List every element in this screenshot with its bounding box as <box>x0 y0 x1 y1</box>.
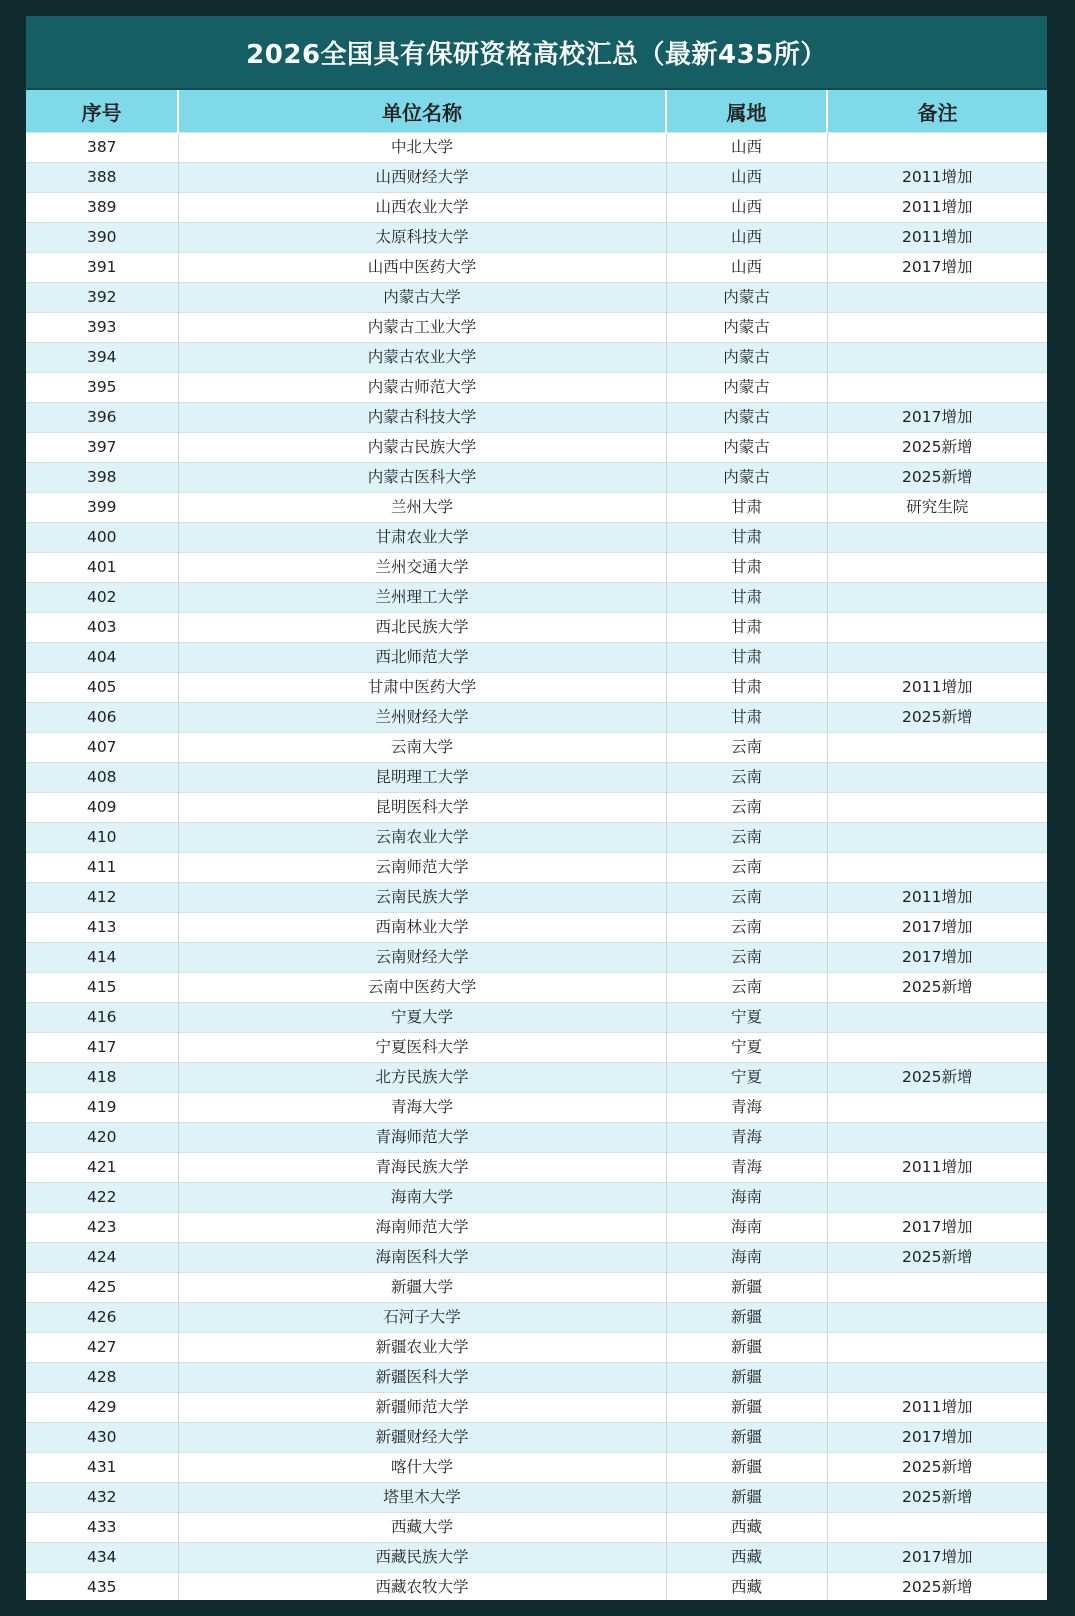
cell-note <box>827 343 1047 373</box>
cell-region: 山西 <box>666 253 827 283</box>
cell-school-name: 新疆师范大学 <box>178 1393 666 1423</box>
cell-region: 宁夏 <box>666 1063 827 1093</box>
cell-note <box>827 553 1047 583</box>
table-row <box>26 1303 1047 1333</box>
cell-school-name: 新疆财经大学 <box>178 1423 666 1453</box>
table-row <box>26 553 1047 583</box>
cell-region: 新疆 <box>666 1273 827 1303</box>
table-row <box>26 1063 1047 1093</box>
cell-region: 云南 <box>666 823 827 853</box>
cell-index: 430 <box>26 1423 178 1453</box>
table-row <box>26 793 1047 823</box>
table-row <box>26 133 1047 163</box>
cell-region: 云南 <box>666 943 827 973</box>
cell-index: 418 <box>26 1063 178 1093</box>
cell-region: 西藏 <box>666 1543 827 1573</box>
cell-index: 422 <box>26 1183 178 1213</box>
cell-index: 387 <box>26 133 178 163</box>
cell-school-name: 云南师范大学 <box>178 853 666 883</box>
cell-note <box>827 373 1047 403</box>
cell-note: 2025新增 <box>827 463 1047 493</box>
table-row <box>26 1243 1047 1273</box>
table-row <box>26 1363 1047 1393</box>
table-row <box>26 1123 1047 1153</box>
cell-school-name: 海南医科大学 <box>178 1243 666 1273</box>
table-row <box>26 583 1047 613</box>
cell-school-name: 西藏农牧大学 <box>178 1573 666 1601</box>
cell-region: 内蒙古 <box>666 403 827 433</box>
cell-region: 内蒙古 <box>666 283 827 313</box>
table-row <box>26 1093 1047 1123</box>
table-body <box>26 133 1047 1601</box>
cell-school-name: 内蒙古医科大学 <box>178 463 666 493</box>
cell-region: 青海 <box>666 1093 827 1123</box>
table-row <box>26 523 1047 553</box>
cell-index: 412 <box>26 883 178 913</box>
cell-index: 432 <box>26 1483 178 1513</box>
page-title: 2026全国具有保研资格高校汇总（最新435所） <box>26 16 1047 90</box>
cell-school-name: 西南林业大学 <box>178 913 666 943</box>
cell-school-name: 云南农业大学 <box>178 823 666 853</box>
cell-index: 390 <box>26 223 178 253</box>
cell-school-name: 内蒙古大学 <box>178 283 666 313</box>
cell-region: 内蒙古 <box>666 463 827 493</box>
cell-school-name: 西藏大学 <box>178 1513 666 1543</box>
cell-index: 403 <box>26 613 178 643</box>
cell-region: 云南 <box>666 973 827 1003</box>
cell-region: 海南 <box>666 1183 827 1213</box>
cell-school-name: 喀什大学 <box>178 1453 666 1483</box>
cell-note <box>827 583 1047 613</box>
cell-index: 414 <box>26 943 178 973</box>
cell-region: 甘肃 <box>666 493 827 523</box>
cell-school-name: 云南大学 <box>178 733 666 763</box>
cell-school-name: 内蒙古科技大学 <box>178 403 666 433</box>
cell-region: 青海 <box>666 1123 827 1153</box>
cell-index: 404 <box>26 643 178 673</box>
cell-region: 新疆 <box>666 1333 827 1363</box>
cell-school-name: 山西财经大学 <box>178 163 666 193</box>
cell-index: 424 <box>26 1243 178 1273</box>
cell-region: 内蒙古 <box>666 343 827 373</box>
cell-region: 新疆 <box>666 1363 827 1393</box>
cell-index: 426 <box>26 1303 178 1333</box>
column-header-note: 备注 <box>827 90 1047 133</box>
cell-school-name: 兰州理工大学 <box>178 583 666 613</box>
cell-index: 427 <box>26 1333 178 1363</box>
cell-school-name: 昆明医科大学 <box>178 793 666 823</box>
table-row <box>26 913 1047 943</box>
cell-school-name: 青海大学 <box>178 1093 666 1123</box>
cell-region: 新疆 <box>666 1393 827 1423</box>
cell-note: 2017增加 <box>827 1543 1047 1573</box>
cell-region: 山西 <box>666 193 827 223</box>
table-row <box>26 853 1047 883</box>
cell-school-name: 海南大学 <box>178 1183 666 1213</box>
table-header <box>26 90 1047 133</box>
cell-index: 415 <box>26 973 178 1003</box>
cell-region: 云南 <box>666 853 827 883</box>
cell-school-name: 中北大学 <box>178 133 666 163</box>
cell-note: 2017增加 <box>827 1423 1047 1453</box>
cell-note: 2017增加 <box>827 1213 1047 1243</box>
cell-note <box>827 1033 1047 1063</box>
cell-region: 甘肃 <box>666 553 827 583</box>
cell-school-name: 兰州财经大学 <box>178 703 666 733</box>
cell-note <box>827 853 1047 883</box>
table-row <box>26 433 1047 463</box>
cell-index: 431 <box>26 1453 178 1483</box>
cell-region: 宁夏 <box>666 1033 827 1063</box>
cell-school-name: 甘肃农业大学 <box>178 523 666 553</box>
cell-index: 405 <box>26 673 178 703</box>
table-row <box>26 1273 1047 1303</box>
cell-school-name: 内蒙古民族大学 <box>178 433 666 463</box>
cell-note: 2011增加 <box>827 193 1047 223</box>
cell-region: 山西 <box>666 133 827 163</box>
table-row <box>26 1543 1047 1573</box>
cell-school-name: 山西中医药大学 <box>178 253 666 283</box>
cell-note <box>827 643 1047 673</box>
table-row <box>26 823 1047 853</box>
cell-note: 2025新增 <box>827 1483 1047 1513</box>
table-row <box>26 883 1047 913</box>
cell-region: 山西 <box>666 223 827 253</box>
cell-index: 423 <box>26 1213 178 1243</box>
cell-region: 甘肃 <box>666 523 827 553</box>
cell-school-name: 新疆医科大学 <box>178 1363 666 1393</box>
cell-index: 420 <box>26 1123 178 1153</box>
cell-region: 宁夏 <box>666 1003 827 1033</box>
cell-school-name: 青海民族大学 <box>178 1153 666 1183</box>
cell-note: 2011增加 <box>827 883 1047 913</box>
cell-note <box>827 1363 1047 1393</box>
cell-index: 413 <box>26 913 178 943</box>
cell-school-name: 兰州交通大学 <box>178 553 666 583</box>
cell-index: 425 <box>26 1273 178 1303</box>
table-row <box>26 193 1047 223</box>
cell-index: 402 <box>26 583 178 613</box>
cell-index: 433 <box>26 1513 178 1543</box>
cell-index: 407 <box>26 733 178 763</box>
table-row <box>26 1333 1047 1363</box>
cell-note <box>827 523 1047 553</box>
cell-note: 2025新增 <box>827 1243 1047 1273</box>
cell-note: 2011增加 <box>827 163 1047 193</box>
header-row <box>26 90 1047 133</box>
cell-school-name: 内蒙古工业大学 <box>178 313 666 343</box>
cell-note: 2025新增 <box>827 1453 1047 1483</box>
column-header-name: 单位名称 <box>178 90 666 133</box>
cell-region: 云南 <box>666 883 827 913</box>
schools-table <box>26 90 1047 1600</box>
cell-region: 甘肃 <box>666 703 827 733</box>
cell-region: 云南 <box>666 913 827 943</box>
cell-index: 419 <box>26 1093 178 1123</box>
cell-school-name: 内蒙古农业大学 <box>178 343 666 373</box>
cell-note: 研究生院 <box>827 493 1047 523</box>
cell-region: 海南 <box>666 1213 827 1243</box>
cell-index: 394 <box>26 343 178 373</box>
cell-note: 2025新增 <box>827 1573 1047 1601</box>
cell-note: 2017增加 <box>827 403 1047 433</box>
cell-note: 2011增加 <box>827 223 1047 253</box>
cell-region: 新疆 <box>666 1483 827 1513</box>
cell-note: 2011增加 <box>827 673 1047 703</box>
cell-index: 428 <box>26 1363 178 1393</box>
column-header-index: 序号 <box>26 90 178 133</box>
cell-school-name: 海南师范大学 <box>178 1213 666 1243</box>
cell-index: 399 <box>26 493 178 523</box>
cell-school-name: 塔里木大学 <box>178 1483 666 1513</box>
table-row <box>26 1513 1047 1543</box>
cell-note <box>827 793 1047 823</box>
cell-note <box>827 1093 1047 1123</box>
table-row <box>26 1483 1047 1513</box>
cell-region: 新疆 <box>666 1423 827 1453</box>
cell-index: 411 <box>26 853 178 883</box>
table-card <box>26 16 1047 1600</box>
cell-index: 393 <box>26 313 178 343</box>
cell-note <box>827 1003 1047 1033</box>
cell-school-name: 兰州大学 <box>178 493 666 523</box>
cell-index: 408 <box>26 763 178 793</box>
cell-region: 内蒙古 <box>666 433 827 463</box>
cell-region: 云南 <box>666 793 827 823</box>
cell-index: 409 <box>26 793 178 823</box>
table-row <box>26 1423 1047 1453</box>
table-row <box>26 1393 1047 1423</box>
table-row <box>26 1003 1047 1033</box>
cell-region: 云南 <box>666 733 827 763</box>
cell-index: 400 <box>26 523 178 553</box>
cell-note: 2025新增 <box>827 973 1047 1003</box>
cell-index: 397 <box>26 433 178 463</box>
table-row <box>26 943 1047 973</box>
cell-note: 2011增加 <box>827 1153 1047 1183</box>
cell-index: 401 <box>26 553 178 583</box>
table-row <box>26 313 1047 343</box>
table-row <box>26 973 1047 1003</box>
cell-index: 435 <box>26 1573 178 1601</box>
table-row <box>26 253 1047 283</box>
cell-note <box>827 1183 1047 1213</box>
cell-note: 2025新增 <box>827 1063 1047 1093</box>
cell-index: 398 <box>26 463 178 493</box>
table-row <box>26 1153 1047 1183</box>
cell-school-name: 云南中医药大学 <box>178 973 666 1003</box>
cell-note <box>827 613 1047 643</box>
cell-index: 416 <box>26 1003 178 1033</box>
cell-note: 2025新增 <box>827 433 1047 463</box>
cell-index: 434 <box>26 1543 178 1573</box>
cell-note: 2017增加 <box>827 913 1047 943</box>
cell-school-name: 云南民族大学 <box>178 883 666 913</box>
cell-school-name: 太原科技大学 <box>178 223 666 253</box>
cell-school-name: 新疆大学 <box>178 1273 666 1303</box>
cell-index: 389 <box>26 193 178 223</box>
cell-index: 410 <box>26 823 178 853</box>
cell-school-name: 西北民族大学 <box>178 613 666 643</box>
table-row <box>26 403 1047 433</box>
cell-index: 395 <box>26 373 178 403</box>
cell-note: 2017增加 <box>827 253 1047 283</box>
cell-note <box>827 1273 1047 1303</box>
cell-index: 421 <box>26 1153 178 1183</box>
table-row <box>26 613 1047 643</box>
cell-note <box>827 733 1047 763</box>
cell-school-name: 山西农业大学 <box>178 193 666 223</box>
cell-region: 新疆 <box>666 1453 827 1483</box>
cell-region: 内蒙古 <box>666 313 827 343</box>
table-row <box>26 463 1047 493</box>
cell-region: 甘肃 <box>666 583 827 613</box>
cell-note <box>827 283 1047 313</box>
cell-school-name: 内蒙古师范大学 <box>178 373 666 403</box>
cell-school-name: 青海师范大学 <box>178 1123 666 1153</box>
table-row <box>26 1033 1047 1063</box>
cell-index: 417 <box>26 1033 178 1063</box>
cell-note <box>827 313 1047 343</box>
cell-school-name: 西藏民族大学 <box>178 1543 666 1573</box>
cell-school-name: 新疆农业大学 <box>178 1333 666 1363</box>
cell-index: 396 <box>26 403 178 433</box>
table-row <box>26 1183 1047 1213</box>
table-row <box>26 493 1047 523</box>
table-row <box>26 703 1047 733</box>
table-row <box>26 283 1047 313</box>
table-row <box>26 223 1047 253</box>
cell-school-name: 甘肃中医药大学 <box>178 673 666 703</box>
cell-school-name: 宁夏医科大学 <box>178 1033 666 1063</box>
table-row <box>26 163 1047 193</box>
cell-index: 391 <box>26 253 178 283</box>
cell-note <box>827 1513 1047 1543</box>
cell-region: 甘肃 <box>666 613 827 643</box>
cell-school-name: 西北师范大学 <box>178 643 666 673</box>
cell-region: 新疆 <box>666 1303 827 1333</box>
cell-note <box>827 823 1047 853</box>
cell-note <box>827 1333 1047 1363</box>
cell-region: 青海 <box>666 1153 827 1183</box>
cell-index: 429 <box>26 1393 178 1423</box>
cell-school-name: 北方民族大学 <box>178 1063 666 1093</box>
cell-school-name: 宁夏大学 <box>178 1003 666 1033</box>
table-row <box>26 373 1047 403</box>
table-row <box>26 763 1047 793</box>
cell-index: 406 <box>26 703 178 733</box>
cell-index: 388 <box>26 163 178 193</box>
cell-school-name: 云南财经大学 <box>178 943 666 973</box>
table-row <box>26 673 1047 703</box>
cell-region: 甘肃 <box>666 673 827 703</box>
table-row <box>26 1573 1047 1601</box>
cell-note: 2025新增 <box>827 703 1047 733</box>
table-row <box>26 1213 1047 1243</box>
cell-region: 西藏 <box>666 1513 827 1543</box>
cell-index: 392 <box>26 283 178 313</box>
cell-school-name: 昆明理工大学 <box>178 763 666 793</box>
cell-note <box>827 763 1047 793</box>
table-row <box>26 1453 1047 1483</box>
cell-region: 内蒙古 <box>666 373 827 403</box>
cell-region: 西藏 <box>666 1573 827 1601</box>
cell-region: 山西 <box>666 163 827 193</box>
column-header-region: 属地 <box>666 90 827 133</box>
cell-note <box>827 133 1047 163</box>
cell-region: 海南 <box>666 1243 827 1273</box>
cell-region: 甘肃 <box>666 643 827 673</box>
table-row <box>26 733 1047 763</box>
cell-note <box>827 1303 1047 1333</box>
cell-school-name: 石河子大学 <box>178 1303 666 1333</box>
cell-note: 2017增加 <box>827 943 1047 973</box>
table-row <box>26 343 1047 373</box>
cell-note: 2011增加 <box>827 1393 1047 1423</box>
cell-note <box>827 1123 1047 1153</box>
table-row <box>26 643 1047 673</box>
cell-region: 云南 <box>666 763 827 793</box>
